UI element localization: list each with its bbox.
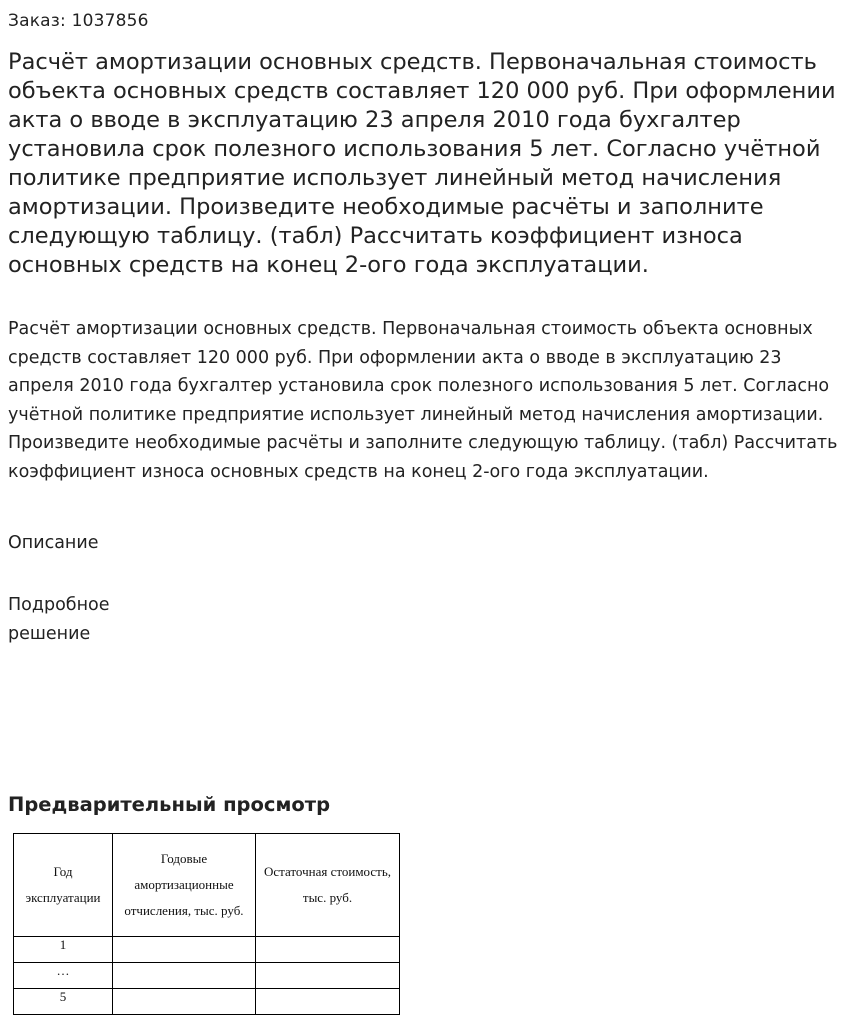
table-cell <box>256 937 400 963</box>
table-cell: … <box>14 963 113 989</box>
table-cell <box>113 963 256 989</box>
table-row <box>14 963 400 989</box>
table-row <box>14 937 400 963</box>
table-header-cell: Годовые амортизационные отчисления, тыс. руб. <box>113 834 256 937</box>
table-cell <box>113 989 256 1015</box>
table-cell: 1 <box>14 937 113 963</box>
table-header-cell: Остаточная стоимость, тыс. руб. <box>256 834 400 937</box>
preview-heading: Предварительный просмотр <box>8 793 331 816</box>
tab-description[interactable]: Описание <box>8 533 99 553</box>
table-cell: 5 <box>14 989 113 1015</box>
order-number: Заказ: 1037856 <box>8 11 149 31</box>
table-cell <box>256 963 400 989</box>
table-header-cell: Год эксплуатации <box>14 834 113 937</box>
table-cell <box>113 937 256 963</box>
task-title: Расчёт амортизации основных средств. Первоначальная стоимость объекта основных средств составляет 120 000 руб. При оформлении акта о вводе в эксплуатацию 23 апреля 2010 года бухгалтер установила срок полезного использования 5 лет. Согласно учётной политике предприятие использует линейный метод начисления амортизации. Произведите необходимые расчёты и заполните следующую таблицу. (табл) Рассчитать коэффициент износа основных средств на конец 2-ого года эксплуатации. <box>8 49 836 278</box>
table-header-row <box>14 834 400 937</box>
table-cell <box>256 989 400 1015</box>
table-row <box>14 989 400 1015</box>
tab-detailed-solution[interactable]: Подробное решение <box>8 595 110 644</box>
task-description: Расчёт амортизации основных средств. Первоначальная стоимость объекта основных средств составляет 120 000 руб. При оформлении акта о вводе в эксплуатацию 23 апреля 2010 года бухгалтер установила срок полезного использования 5 лет. Согласно учётной политике предприятие использует линейный метод начисления амортизации. Произведите необходимые расчёты и заполните следующую таблицу. (табл) Рассчитать коэффициент износа основных средств на конец 2-ого года эксплуатации. <box>8 319 838 482</box>
preview-table <box>13 833 400 1015</box>
